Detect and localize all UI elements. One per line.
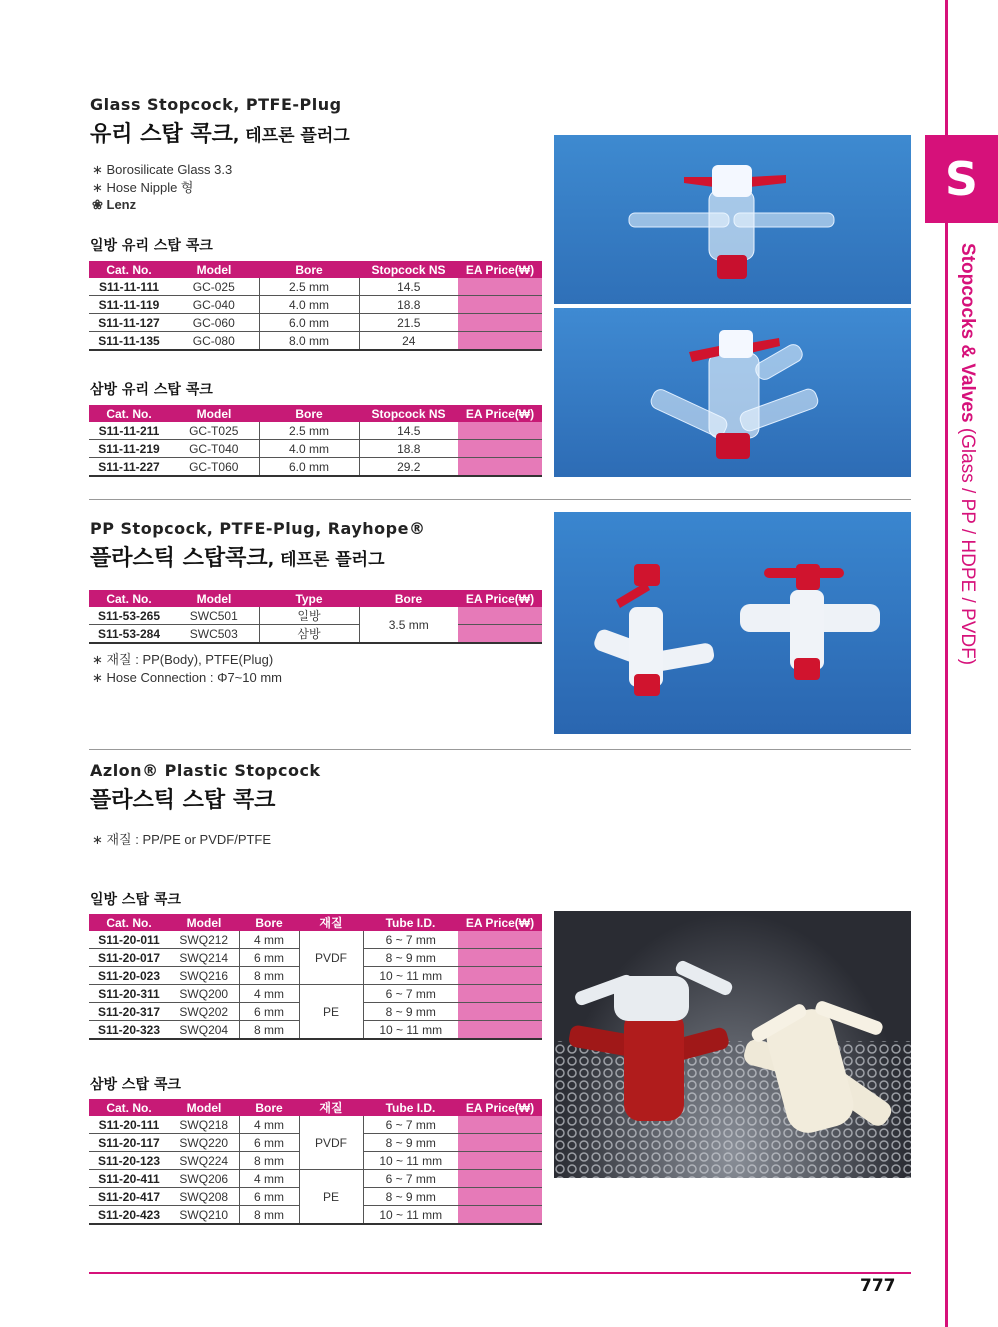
tube-id: 10 ~ 11 mm xyxy=(363,1021,458,1040)
price-cell xyxy=(458,278,542,296)
title-ko-main: 유리 스탑 콕크 xyxy=(90,122,233,147)
stopcock-ns: 21.5 xyxy=(359,314,458,332)
oneway-plastic-subtitle: 일방 스탑 콕크 xyxy=(90,892,181,908)
price-cell xyxy=(458,1021,542,1040)
tube-id: 8 ~ 9 mm xyxy=(363,1134,458,1152)
col-header: EA Price(₩) xyxy=(458,405,542,422)
price-cell xyxy=(458,1170,542,1188)
footer-line xyxy=(89,1272,911,1274)
col-header: 재질 xyxy=(299,914,363,931)
stopcock-ns: 18.8 xyxy=(359,440,458,458)
threeway-glass-subtitle: 삼방 유리 스탑 콕크 xyxy=(90,382,213,398)
pp-stopcock-image xyxy=(554,512,911,734)
vertical-section-title xyxy=(948,243,988,763)
col-header: Bore xyxy=(259,261,359,278)
col-header: Model xyxy=(169,914,239,931)
material: PE xyxy=(299,985,363,1040)
price-cell xyxy=(458,440,542,458)
cat-no: S11-11-111 xyxy=(89,278,169,296)
type: 삼방 xyxy=(259,625,359,644)
material: PVDF xyxy=(299,931,363,985)
cat-no: S11-11-135 xyxy=(89,332,169,351)
bullet: ❀ Lenz xyxy=(92,197,137,212)
price-cell xyxy=(458,296,542,314)
type: 일방 xyxy=(259,607,359,625)
price-cell xyxy=(458,422,542,440)
model: GC-080 xyxy=(169,332,259,351)
tube-id: 8 ~ 9 mm xyxy=(363,1188,458,1206)
price-cell xyxy=(458,458,542,477)
model: GC-T060 xyxy=(169,458,259,477)
table-row xyxy=(89,296,542,314)
stopcock-ns: 24 xyxy=(359,332,458,351)
threeway-plastic-subtitle: 삼방 스탑 콕크 xyxy=(90,1077,181,1093)
table-row xyxy=(89,332,542,351)
tube-id: 6 ~ 7 mm xyxy=(363,1116,458,1134)
cat-no: S11-11-211 xyxy=(89,422,169,440)
cat-no: S11-20-011 xyxy=(89,931,169,949)
model: GC-040 xyxy=(169,296,259,314)
section-divider xyxy=(89,499,911,500)
price-cell xyxy=(458,949,542,967)
cat-no: S11-20-423 xyxy=(89,1206,169,1225)
bore: 2.5 mm xyxy=(259,422,359,440)
bore: 8 mm xyxy=(239,1021,299,1040)
price-cell xyxy=(458,332,542,351)
section-divider xyxy=(89,749,911,750)
pp-bullets xyxy=(92,651,282,686)
model: SWQ218 xyxy=(169,1116,239,1134)
tube-id: 6 ~ 7 mm xyxy=(363,931,458,949)
model: GC-T025 xyxy=(169,422,259,440)
col-header: Tube I.D. xyxy=(363,914,458,931)
col-header: Stopcock NS xyxy=(359,405,458,422)
bullet: ∗ Borosilicate Glass 3.3 xyxy=(92,162,233,177)
bore: 6.0 mm xyxy=(259,314,359,332)
bore: 4 mm xyxy=(239,931,299,949)
cat-no: S11-20-323 xyxy=(89,1021,169,1040)
glass-stopcock-title-en: Glass Stopcock, PTFE-Plug xyxy=(90,95,342,114)
stopcock-ns: 14.5 xyxy=(359,278,458,296)
table-row xyxy=(89,314,542,332)
material: PE xyxy=(299,1170,363,1225)
table-row xyxy=(89,1170,542,1188)
model: SWC501 xyxy=(169,607,259,625)
vertical-title-bold: Stopcocks & Valves xyxy=(957,243,978,423)
price-cell xyxy=(458,1134,542,1152)
price-cell xyxy=(458,1116,542,1134)
cat-no: S11-20-111 xyxy=(89,1116,169,1134)
price-cell xyxy=(458,1003,542,1021)
price-cell xyxy=(458,931,542,949)
oneway-glass-subtitle: 일방 유리 스탑 콕크 xyxy=(90,238,213,254)
model: SWQ202 xyxy=(169,1003,239,1021)
model: SWQ216 xyxy=(169,967,239,985)
bore: 8 mm xyxy=(239,1206,299,1225)
tube-id: 10 ~ 11 mm xyxy=(363,967,458,985)
bore: 4 mm xyxy=(239,1170,299,1188)
section-tab: S xyxy=(925,135,998,223)
model: GC-025 xyxy=(169,278,259,296)
glass-stopcock-photo xyxy=(554,135,911,304)
azlon-title-en: Azlon® Plastic Stopcock xyxy=(90,761,321,780)
table-row xyxy=(89,1116,542,1134)
col-header: Cat. No. xyxy=(89,914,169,931)
model: SWC503 xyxy=(169,625,259,644)
bore: 8 mm xyxy=(239,967,299,985)
col-header: Cat. No. xyxy=(89,261,169,278)
cat-no: S11-20-123 xyxy=(89,1152,169,1170)
bullet: ∗ Hose Nipple 형 xyxy=(92,179,194,195)
model: SWQ206 xyxy=(169,1170,239,1188)
title-ko-sub: , 테프론 플러그 xyxy=(232,126,350,146)
pp-stopcock-table xyxy=(89,590,542,644)
price-cell xyxy=(458,1152,542,1170)
cat-no: S11-11-227 xyxy=(89,458,169,477)
bullet: ∗ Hose Connection : Φ7~10 mm xyxy=(92,669,282,685)
bore: 4.0 mm xyxy=(259,296,359,314)
stopcock-ns: 14.5 xyxy=(359,422,458,440)
model: SWQ214 xyxy=(169,949,239,967)
bore: 3.5 mm xyxy=(359,607,458,643)
price-cell xyxy=(458,1188,542,1206)
glass-stopcock-image xyxy=(554,135,911,304)
bore: 4 mm xyxy=(239,985,299,1003)
col-header: 재질 xyxy=(299,1099,363,1116)
threeway-glass-image xyxy=(554,308,911,477)
bore: 8.0 mm xyxy=(259,332,359,351)
col-header: Model xyxy=(169,1099,239,1116)
tube-id: 8 ~ 9 mm xyxy=(363,949,458,967)
model: SWQ224 xyxy=(169,1152,239,1170)
bore: 6 mm xyxy=(239,949,299,967)
model: SWQ208 xyxy=(169,1188,239,1206)
col-header: EA Price(₩) xyxy=(458,1099,542,1116)
col-header: Bore xyxy=(239,914,299,931)
col-header: Bore xyxy=(239,1099,299,1116)
cat-no: S11-11-119 xyxy=(89,296,169,314)
stopcock-ns: 29.2 xyxy=(359,458,458,477)
bore: 8 mm xyxy=(239,1152,299,1170)
model: SWQ204 xyxy=(169,1021,239,1040)
material: PVDF xyxy=(299,1116,363,1170)
cat-no: S11-20-411 xyxy=(89,1170,169,1188)
bore: 6 mm xyxy=(239,1003,299,1021)
table-row xyxy=(89,278,542,296)
cat-no: S11-20-023 xyxy=(89,967,169,985)
cat-no: S11-20-017 xyxy=(89,949,169,967)
col-header: EA Price(₩) xyxy=(458,590,542,607)
vertical-title-rest: (Glass / PP / HDPE / PVDF) xyxy=(957,422,978,666)
oneway-glass-table xyxy=(89,261,542,351)
col-header: Model xyxy=(169,405,259,422)
bullet: ∗ 재질 : PP(Body), PTFE(Plug) xyxy=(92,652,274,667)
glass-bullets xyxy=(92,161,232,214)
pp-stopcock-photo xyxy=(554,512,911,734)
model: SWQ210 xyxy=(169,1206,239,1225)
threeway-plastic-table xyxy=(89,1099,542,1225)
bore: 4 mm xyxy=(239,1116,299,1134)
price-cell xyxy=(458,985,542,1003)
tube-id: 10 ~ 11 mm xyxy=(363,1152,458,1170)
bore: 6 mm xyxy=(239,1188,299,1206)
table-row xyxy=(89,422,542,440)
cat-no: S11-20-311 xyxy=(89,985,169,1003)
col-header: Model xyxy=(169,261,259,278)
col-header: EA Price(₩) xyxy=(458,914,542,931)
table-row xyxy=(89,931,542,949)
page-number: 777 xyxy=(860,1276,896,1296)
threeway-glass-table xyxy=(89,405,542,477)
pp-stopcock-title-ko xyxy=(90,541,385,572)
pp-stopcock-title-en: PP Stopcock, PTFE-Plug, Rayhope® xyxy=(90,519,426,538)
model: GC-060 xyxy=(169,314,259,332)
col-header: Stopcock NS xyxy=(359,261,458,278)
model: SWQ212 xyxy=(169,931,239,949)
col-header: Cat. No. xyxy=(89,590,169,607)
col-header: Bore xyxy=(359,590,458,607)
tube-id: 8 ~ 9 mm xyxy=(363,1003,458,1021)
price-cell xyxy=(458,607,542,625)
col-header: EA Price(₩) xyxy=(458,261,542,278)
bore: 2.5 mm xyxy=(259,278,359,296)
cat-no: S11-53-265 xyxy=(89,607,169,625)
azlon-bullets xyxy=(92,831,271,849)
table-row xyxy=(89,440,542,458)
model: SWQ220 xyxy=(169,1134,239,1152)
cat-no: S11-20-417 xyxy=(89,1188,169,1206)
table-row xyxy=(89,625,542,644)
col-header: Bore xyxy=(259,405,359,422)
oneway-plastic-table xyxy=(89,914,542,1040)
title-ko-sub: , 테프론 플러그 xyxy=(267,550,385,570)
tube-id: 6 ~ 7 mm xyxy=(363,1170,458,1188)
col-header: Cat. No. xyxy=(89,1099,169,1116)
cat-no: S11-11-127 xyxy=(89,314,169,332)
col-header: Cat. No. xyxy=(89,405,169,422)
col-header: Type xyxy=(259,590,359,607)
model: GC-T040 xyxy=(169,440,259,458)
azlon-title-ko: 플라스틱 스탑 콕크 xyxy=(90,788,276,813)
bore: 4.0 mm xyxy=(259,440,359,458)
table-row xyxy=(89,607,542,625)
tube-id: 10 ~ 11 mm xyxy=(363,1206,458,1225)
cat-no: S11-53-284 xyxy=(89,625,169,644)
bore: 6.0 mm xyxy=(259,458,359,477)
tube-id: 6 ~ 7 mm xyxy=(363,985,458,1003)
glass-stopcock-title-ko xyxy=(90,117,350,148)
stopcock-ns: 18.8 xyxy=(359,296,458,314)
table-row xyxy=(89,985,542,1003)
cat-no: S11-20-117 xyxy=(89,1134,169,1152)
azlon-stopcock-image xyxy=(554,911,911,1178)
threeway-glass-photo xyxy=(554,308,911,477)
col-header: Model xyxy=(169,590,259,607)
azlon-stopcock-photo xyxy=(554,911,911,1178)
price-cell xyxy=(458,967,542,985)
price-cell xyxy=(458,1206,542,1225)
model: SWQ200 xyxy=(169,985,239,1003)
title-ko-main: 플라스틱 스탑콕크 xyxy=(90,546,268,571)
bore: 6 mm xyxy=(239,1134,299,1152)
price-cell xyxy=(458,625,542,644)
bullet: ∗ 재질 : PP/PE or PVDF/PTFE xyxy=(92,832,272,847)
cat-no: S11-11-219 xyxy=(89,440,169,458)
cat-no: S11-20-317 xyxy=(89,1003,169,1021)
col-header: Tube I.D. xyxy=(363,1099,458,1116)
table-row xyxy=(89,458,542,477)
price-cell xyxy=(458,314,542,332)
